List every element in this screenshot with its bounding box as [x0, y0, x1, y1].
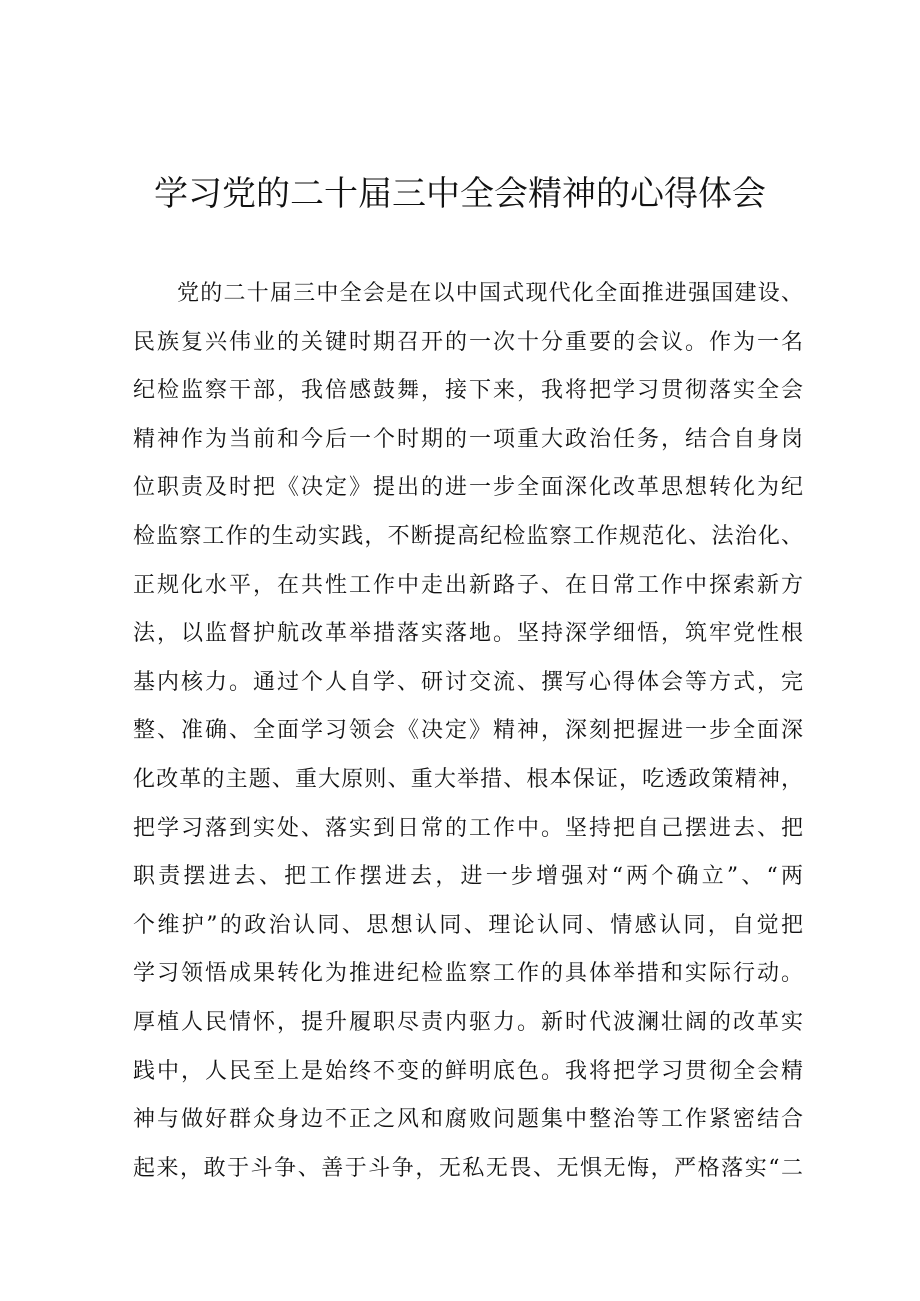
- body-line: 个维护”的政治认同、思想认同、理论认同、情感认同，自觉把: [133, 912, 803, 938]
- body-line: 整、准确、全面学习领会《决定》精神，深刻把握进一步全面深: [133, 718, 803, 744]
- body-line: 把学习落到实处、落实到日常的工作中。坚持把自己摆进去、把: [133, 815, 803, 841]
- body-line: 践中，人民至上是始终不变的鲜明底色。我将把学习贯彻全会精: [133, 1058, 803, 1084]
- body-line: 纪检监察干部，我倍感鼓舞，接下来，我将把学习贯彻落实全会: [133, 378, 803, 404]
- body-line: 正规化水平，在共性工作中走出新路子、在日常工作中探索新方: [133, 572, 803, 598]
- body-line: 法，以监督护航改革举措落实落地。坚持深学细悟，筑牢党性根: [133, 621, 803, 647]
- body-line: 神与做好群众身边不正之风和腐败问题集中整治等工作紧密结合: [133, 1107, 803, 1133]
- body-line: 化改革的主题、重大原则、重大举措、根本保证，吃透政策精神，: [133, 766, 803, 792]
- document-body: [133, 270, 803, 1193]
- body-line: 职责摆进去、把工作摆进去，进一步增强对“两个确立”、“两: [133, 864, 803, 890]
- body-line: 民族复兴伟业的关键时期召开的一次十分重要的会议。作为一名: [133, 329, 803, 355]
- body-line: 检监察工作的生动实践，不断提高纪检监察工作规范化、法治化、: [133, 523, 803, 549]
- body-line: 起来，敢于斗争、善于斗争，无私无畏、无惧无悔，严格落实“二: [133, 1155, 803, 1181]
- body-line: 学习领悟成果转化为推进纪检监察工作的具体举措和实际行动。: [133, 961, 803, 987]
- body-line: 位职责及时把《决定》提出的进一步全面深化改革思想转化为纪: [133, 475, 803, 501]
- body-line: 基内核力。通过个人自学、研讨交流、撰写心得体会等方式，完: [133, 669, 803, 695]
- body-line: 党的二十届三中全会是在以中国式现代化全面推进强国建设、: [177, 281, 803, 306]
- document-title: 学习党的二十届三中全会精神的心得体会: [154, 174, 766, 214]
- body-line: 厚植人民情怀，提升履职尽责内驱力。新时代波澜壮阔的改革实: [133, 1009, 803, 1035]
- body-line: 精神作为当前和今后一个时期的一项重大政治任务，结合自身岗: [133, 426, 803, 452]
